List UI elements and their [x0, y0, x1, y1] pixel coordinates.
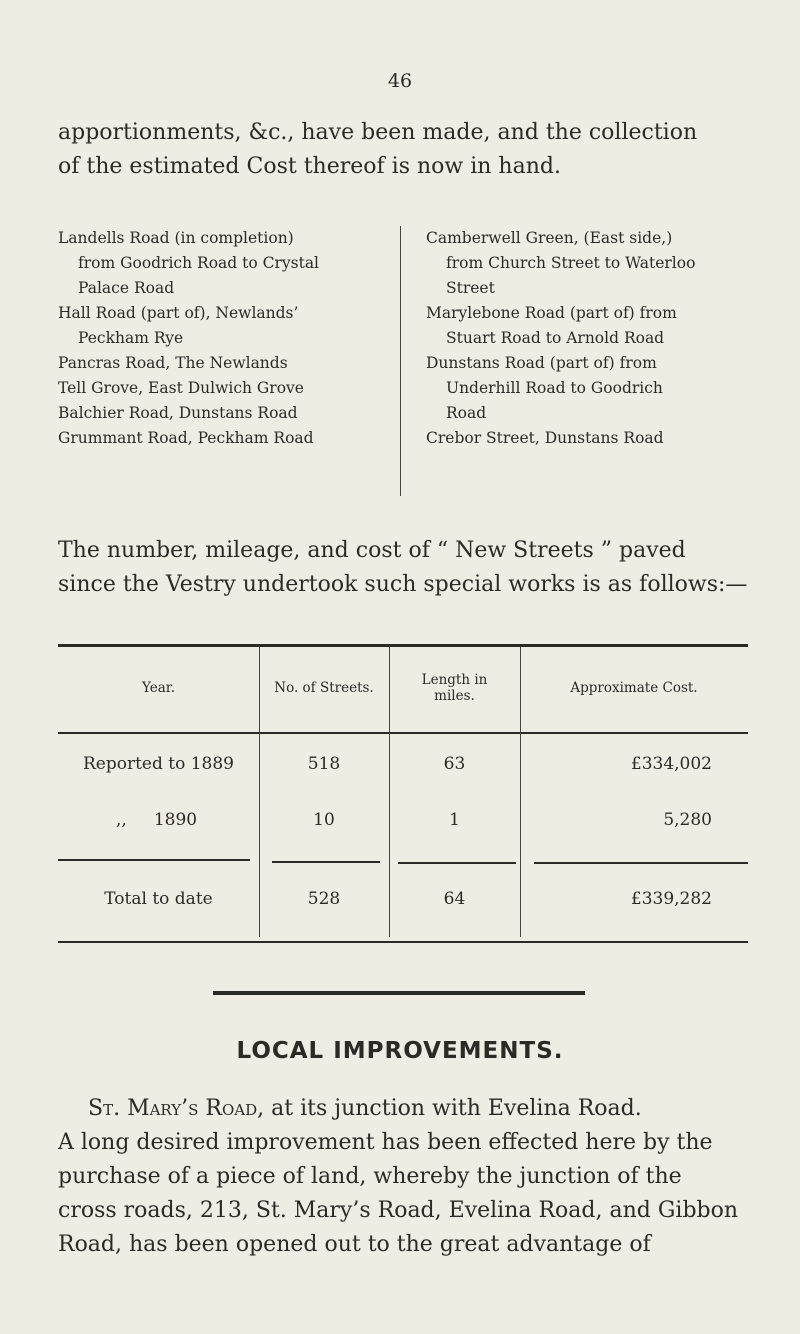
improvement-line: A long desired improvement has been effected here by the [58, 1130, 713, 1155]
road-line: Camberwell Green, (East side,) [426, 229, 673, 247]
total-miles: 64 [443, 889, 466, 909]
header-cost: Approximate Cost. [570, 680, 698, 696]
streets-intro-line: The number, mileage, and cost of “ New Streets ” paved [58, 538, 686, 563]
total-streets: 528 [307, 889, 341, 909]
intro-line: apportionments, &c., have been made, and the collection [58, 120, 698, 145]
improvement-line: purchase of a piece of land, whereby the junction of the [58, 1164, 682, 1189]
row-year: ,, 1890 [116, 810, 198, 830]
road-line: from Goodrich Road to Crystal [78, 254, 320, 272]
subtotal-rule [272, 861, 380, 863]
improvement-first-line-text: at its junction with Evelina Road. [264, 1096, 642, 1121]
road-line: Dunstans Road (part of) from [426, 354, 657, 372]
table-top-rule [58, 644, 748, 647]
road-line: Peckham Rye [78, 329, 184, 347]
subtotal-rule [58, 859, 250, 861]
road-line: Landells Road (in completion) [58, 229, 294, 247]
subtotal-rule [534, 862, 748, 864]
page-number: 46 [387, 70, 413, 92]
row-year: Reported to 1889 [82, 754, 235, 774]
improvement-line: cross roads, 213, St. Mary’s Road, Evelina Road, and Gibbon [58, 1198, 739, 1223]
road-line: Balchier Road, Dunstans Road [58, 404, 298, 422]
row-cost: 5,280 [663, 810, 712, 830]
header-length [389, 672, 520, 704]
road-line: Crebor Street, Dunstans Road [426, 429, 664, 447]
roads-list-left [58, 226, 398, 451]
header-year: Year. [141, 680, 176, 696]
improvement-first-line [58, 1092, 748, 1126]
intro-paragraph [58, 116, 748, 184]
intro-line: of the estimated Cost thereof is now in hand. [58, 154, 561, 179]
section-divider [213, 991, 585, 995]
road-line: Stuart Road to Arnold Road [446, 329, 665, 347]
road-line: Grummant Road, Peckham Road [58, 429, 314, 447]
row-cost: £334,002 [630, 754, 712, 774]
total-year: Total to date [104, 889, 213, 909]
road-line: Road [446, 404, 487, 422]
improvement-title: St. Mary’s Road, [88, 1096, 265, 1121]
improvement-line: Road, has been opened out to the great advantage of [58, 1232, 651, 1257]
row-miles: 1 [449, 810, 460, 830]
improvement-paragraph [58, 1092, 748, 1262]
row-streets: 10 [313, 810, 335, 830]
header-length-line: miles. [434, 688, 475, 704]
table-bottom-rule [58, 941, 748, 943]
section-heading: LOCAL IMPROVEMENTS. [236, 1038, 564, 1064]
road-line: Tell Grove, East Dulwich Grove [58, 379, 304, 397]
road-line: Pancras Road, The Newlands [58, 354, 288, 372]
total-cost: £339,282 [630, 889, 712, 909]
roads-divider [400, 226, 401, 496]
table-header-rule [58, 732, 748, 734]
road-line: Palace Road [78, 279, 175, 297]
streets-intro-line: since the Vestry undertook such special works is as follows:— [58, 572, 748, 597]
row-miles: 63 [443, 754, 466, 774]
road-line: Underhill Road to Goodrich [446, 379, 663, 397]
header-streets: No. of Streets. [274, 680, 374, 696]
row-streets: 518 [307, 754, 341, 774]
roads-list-right [426, 226, 766, 451]
header-length-line: Length in [421, 672, 488, 688]
road-line: Marylebone Road (part of) from [426, 304, 677, 322]
road-line: from Church Street to Waterloo [446, 254, 696, 272]
road-line: Street [446, 279, 495, 297]
subtotal-rule [398, 862, 516, 864]
road-line: Hall Road (part of), Newlands’ [58, 304, 299, 322]
streets-intro-paragraph [58, 534, 748, 602]
